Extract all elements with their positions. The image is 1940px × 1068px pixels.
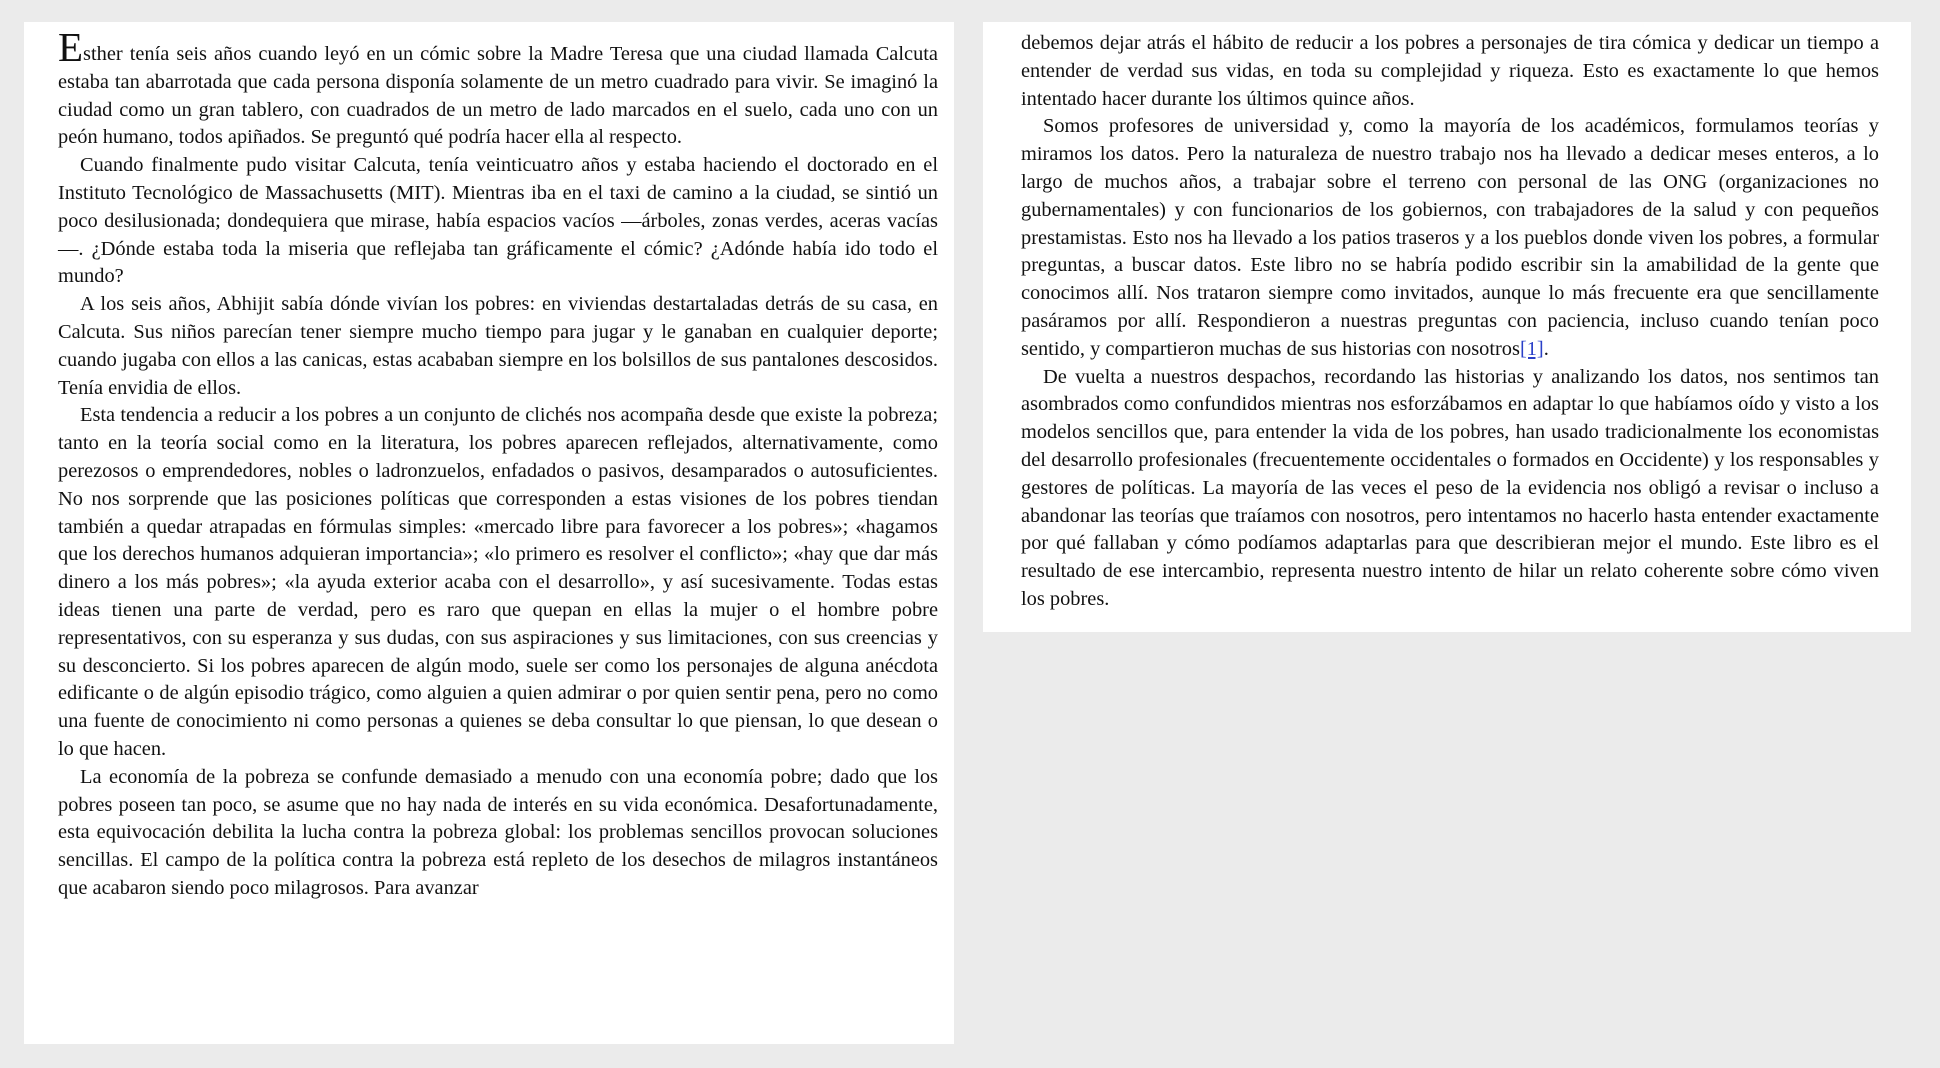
footnote-link[interactable]: [1] (1519, 337, 1544, 360)
paragraph-abhijit: A los seis años, Abhijit sabía dónde vivían los pobres: en viviendas destartaladas detrás de su casa, en Calcuta. Sus niños parecían tener siempre mucho tiempo para jugar y le ganaban en cualquier deporte; cuando jugaba con ellos a las canicas, estas acababan siempre en los bolsillos de sus pantalones descosidos. Tenía envidia de ellos. (58, 293, 938, 399)
paragraph-text: sther tenía seis años cuando leyó en un cómic sobre la Madre Teresa que una ciudad llamada Calcuta estaba tan abarrotada que cada persona disponía solamente de un metro cuadrado para vivir. Se imaginó la ciudad como un gran tablero, con cuadrados de un metro de lado marcados en el suelo, cada uno con un peón humano, todos apiñados. Se preguntó qué podría hacer ella al respecto. (58, 43, 938, 149)
paragraph-economia-pobreza: La economía de la pobreza se confunde demasiado a menudo con una economía pobre; dado que los pobres poseen tan poco, se asume que no hay nada de interés en su vida económica. Desafortunadamente, esta equivocación debilita la lucha contra la pobreza global: los problemas sencillos provocan soluciones sencillas. El campo de la política contra la pobreza está repleto de los desechos de milagros instantáneos que acabaron siendo poco milagrosos. Para avanzar (58, 765, 938, 899)
paragraph-cliches: Esta tendencia a reducir a los pobres a un conjunto de clichés nos acompaña desde que existe la pobreza; tanto en la teoría social como en la literatura, los pobres aparecen reflejados, alternativamente, como perezosos o emprendedores, nobles o ladronzuelos, enfadados o pasivos, desamparados o autosuficientes. No nos sorprende que las posiciones políticas que corresponden a estas visiones de los pobres tiendan también a quedar atrapadas en fórmulas simples: «mercado libre para favorecer a los pobres»; «hagamos que los derechos humanos adquieran importancia»; «lo primero es resolver el conflicto»; «hay que dar más dinero a los más pobres»; «la ayuda exterior acaba con el desarrollo», y así sucesivamente. Todas estas ideas tienen una parte de verdad, pero es raro que quepan en ellas la mujer o el hombre pobre representativos, con su esperanza y sus dudas, con sus aspiraciones y sus limitaciones, con sus creencias y su desconcierto. Si los pobres aparecen de algún modo, suele ser como los personajes de alguna anécdota edificante o de algún episodio trágico, como alguien a quien admirar o por quien sentir pena, pero no como una fuente de conocimiento ni como personas a quienes se deba consultar lo que piensan, lo que desean o lo que hacen. (58, 404, 938, 760)
paragraph-end: . (1543, 337, 1549, 360)
paragraph-profesores (1021, 113, 1879, 363)
right-page (983, 22, 1911, 632)
paragraph-despachos: De vuelta a nuestros despachos, recordando las historias y analizando los datos, nos sentimos tan asombrados como confundidos mientras nos esforzábamos en adaptar lo que habíamos oído y visto a los modelos sencillos que, para entender la vida de los pobres, han usado tradicionalmente los economistas del desarrollo profesionales (frecuentemente occidentales o formados en Occidente) y los responsables y gestores de políticas. La mayoría de las veces el peso de la evidencia nos obligó a revisar o incluso a abandonar las teorías que traíamos con nosotros, pero intentamos no hacerlo hasta entender exactamente por qué fallaban y cómo podíamos adaptarlas para que describieran mejor el mundo. Este libro es el resultado de ese intercambio, representa nuestro intento de hilar un relato coherente sobre cómo viven los pobres. (1021, 365, 1879, 610)
paragraph-text: Somos profesores de universidad y, como la mayoría de los académicos, formulamos teorías y miramos los datos. Pero la naturaleza de nuestro trabajo nos ha llevado a dedicar meses enteros, a lo largo de muchos años, a trabajar sobre el terreno con personal de las ONG (organizaciones no gubernamentales) y con funcionarios de los gobiernos, con trabajadores de la salud y con pequeños prestamistas. Esto nos ha llevado a los patios traseros y a los pueblos donde viven los pobres, a formular preguntas, a buscar datos. Este libro no se habría podido escribir sin la amabilidad de la gente que conocimos allí. Nos trataron siempre como invitados, aunque lo más frecuente era que sencillamente pasáramos por allí. Respondieron a nuestras preguntas con paciencia, incluso cuando tenían poco sentido, y compartieron muchas de sus historias con nosotros (1021, 115, 1879, 360)
left-page (24, 22, 954, 1044)
paragraph-continuation: debemos dejar atrás el hábito de reducir a los pobres a personajes de tira cómica y dedicar un tiempo a entender de verdad sus vidas, en toda su complejidad y riqueza. Esto es exactamente lo que hemos intentado hacer durante los últimos quince años. (1021, 32, 1879, 110)
drop-cap: E (58, 24, 84, 70)
paragraph-calcuta-visit: Cuando finalmente pudo visitar Calcuta, tenía veinticuatro años y estaba haciendo el doctorado en el Instituto Tecnológico de Massachusetts (MIT). Mientras iba en el taxi de camino a la ciudad, se sintió un poco desilusionada; dondequiera que mirase, había espacios vacíos —árboles, zonas verdes, aceras vacías—. ¿Dónde estaba toda la miseria que reflejaba tan gráficamente el cómic? ¿Adónde había ido todo el mundo? (58, 154, 938, 288)
paragraph-esther (58, 24, 938, 152)
